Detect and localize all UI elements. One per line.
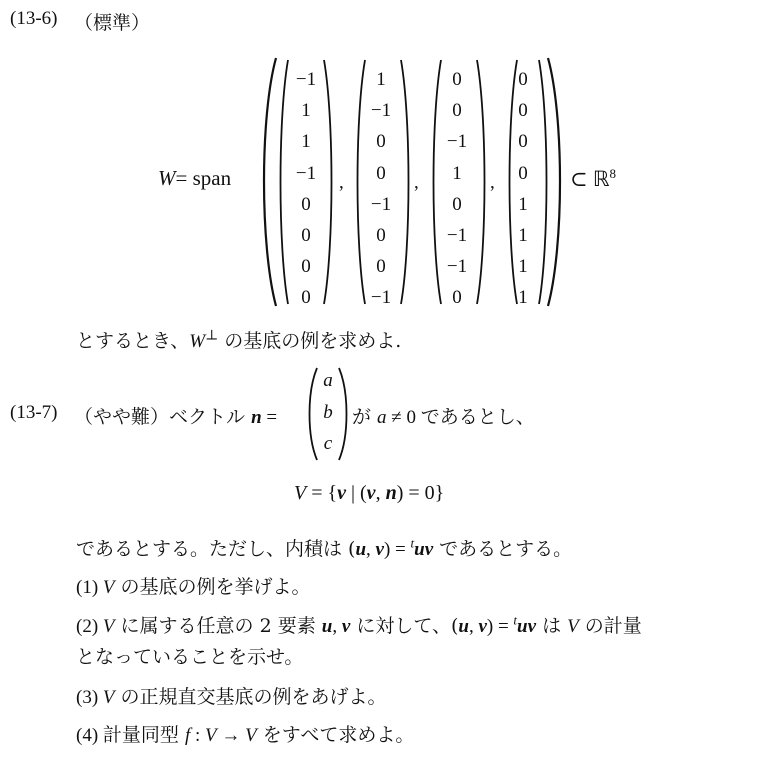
n-vector-symbol: n [251, 407, 262, 428]
vector-1-entry: 1 [301, 100, 311, 122]
u-vector-symbol: u [355, 539, 367, 560]
f-symbol: f [184, 725, 191, 746]
subquestion-4 [76, 720, 414, 747]
v-space-symbol: V [567, 616, 579, 637]
subquestion-text: の基底の例を挙げよ。 [114, 576, 311, 598]
comma: , [375, 482, 386, 504]
vector-2-entry: 0 [376, 131, 386, 153]
w-symbol: W [189, 331, 206, 352]
question-prefix: とするとき、 [76, 330, 190, 352]
v-vector-symbol: v [375, 539, 384, 560]
v-vector-symbol: v [366, 482, 376, 504]
equals-sign: ) = [486, 616, 514, 637]
vector-4-entry: 0 [518, 131, 528, 153]
vector-2-entry: 0 [376, 224, 386, 246]
vector-3-entry: 0 [452, 287, 462, 309]
v-space-symbol: V [102, 577, 115, 598]
arrow-symbol: → [216, 725, 246, 746]
subquestion-text: は [536, 615, 568, 637]
v-space-symbol: V [245, 725, 257, 746]
uv-product: uv [414, 539, 434, 560]
subquestion-3 [76, 682, 387, 709]
subquestion-text: をすべて求めよ。 [256, 724, 415, 746]
n-entry-b: b [323, 402, 333, 423]
w-symbol: W [158, 166, 176, 190]
vector-2-entry: −1 [370, 193, 392, 215]
subquestion-2-line-2: となっていることを示せ。 [76, 646, 304, 668]
not-equal-zero: ≠ 0 [386, 407, 421, 428]
problem-number-13-6: (13-6) [10, 8, 58, 29]
vector-2-entry: 1 [376, 69, 386, 90]
subset-symbol: ⊂ [570, 167, 588, 191]
n-vector-symbol: n [385, 482, 397, 504]
n-vector-left-paren [305, 366, 319, 462]
vector-2 [356, 64, 406, 314]
vector-1-entry: 0 [301, 256, 311, 278]
uv-product: uv [517, 616, 537, 637]
condition-prefix: が [352, 406, 378, 428]
subquestion-1 [76, 572, 311, 599]
vector-4-entry: 0 [518, 100, 528, 122]
transpose-symbol: t [513, 612, 518, 628]
n-entry-c: c [323, 433, 333, 454]
problem-number-13-7: (13-7) [10, 402, 58, 423]
vector-4-entry: 0 [518, 162, 528, 184]
vector-3-entry: 0 [452, 193, 462, 215]
vector-3-entry: 0 [452, 69, 462, 90]
vector-1-entry: 1 [301, 131, 311, 153]
equals-span: = span [175, 166, 232, 190]
condition-text [352, 402, 535, 429]
vector-4-entry: 0 [518, 69, 528, 90]
colon: : [190, 725, 206, 746]
vector-4-entry: 1 [518, 287, 528, 309]
span-expression [158, 166, 231, 191]
dimension-exponent: 8 [609, 166, 616, 181]
subquestion-number: (3) [76, 687, 103, 708]
subquestion-number: (4) [76, 725, 103, 746]
vector-4-entry: 1 [518, 224, 528, 246]
subquestion-text: の正規直交基底の例をあげよ。 [114, 686, 387, 708]
subquestion-text: の計量 [578, 615, 642, 637]
v-vector-symbol: v [341, 616, 351, 637]
vector-3-entry: −1 [446, 131, 468, 153]
vector-2-entry: 0 [376, 256, 386, 278]
intro-text: ベクトル [169, 406, 252, 428]
vector-2-entry: −1 [370, 287, 392, 309]
vector-1-entry: 0 [301, 224, 311, 246]
set-definition [294, 482, 444, 505]
vector-1-entry: 0 [301, 193, 311, 215]
v-space-symbol: V [205, 725, 217, 746]
v-space-symbol: V [102, 687, 115, 708]
vector-1-entry: −1 [295, 162, 317, 184]
difficulty-label: （やや難） [74, 406, 170, 428]
v-vector-symbol: v [337, 482, 346, 504]
comma: , [332, 616, 342, 637]
vector-4-entry: 1 [518, 193, 528, 215]
vector-3-entry: −1 [446, 224, 468, 246]
a-symbol: a [377, 407, 387, 428]
subquestion-number: (1) [76, 577, 103, 598]
u-vector-symbol: u [321, 616, 333, 637]
inner-suffix: であるとする。 [433, 538, 573, 560]
transpose-symbol: t [410, 535, 415, 551]
difficulty-standard: （標準） [74, 12, 151, 34]
set-bar: | ( [346, 482, 367, 504]
u-vector-symbol: u [458, 616, 469, 637]
comma: , [468, 616, 479, 637]
v-space-symbol: V [102, 616, 115, 637]
reals-symbol: ℝ [592, 167, 610, 191]
vector-1-entry: −1 [295, 69, 317, 90]
perp-symbol: ⊥ [205, 327, 219, 344]
question-text: の基底の例を求めよ. [218, 330, 402, 352]
vector-1-entry: 0 [301, 287, 311, 309]
inner-product-definition [76, 534, 572, 561]
vector-4 [503, 64, 543, 314]
n-entry-a: a [323, 370, 333, 391]
vector-1 [281, 64, 331, 314]
subquestion-text: 計量同型 [102, 724, 185, 746]
vector-3-entry: 1 [452, 162, 462, 184]
inner-prefix: であるとする。ただし、内積は ( [76, 538, 356, 560]
equals-sign: ) = [383, 539, 411, 560]
difficulty-somewhat-hard [74, 402, 277, 429]
subquestion-2 [76, 611, 642, 638]
subquestion-number: (2) [76, 616, 103, 637]
vector-2-entry: 0 [376, 162, 386, 184]
subquestion-text: に属する任意の 2 要素 [114, 615, 322, 637]
vector-3-entry: 0 [452, 100, 462, 122]
n-vector-right-paren [337, 366, 351, 462]
v-space-symbol: V [294, 482, 307, 504]
v-vector-symbol: v [478, 616, 487, 637]
question-13-6 [76, 326, 401, 353]
condition-suffix: であるとし、 [420, 406, 535, 428]
vector-3 [432, 64, 482, 314]
vector-separator-comma: , [414, 172, 419, 193]
vector-separator-comma: , [490, 172, 495, 193]
set-open: = { [306, 482, 338, 504]
vector-3-entry: −1 [446, 256, 468, 278]
set-close: ) = 0} [396, 482, 445, 504]
comma: , [366, 539, 376, 560]
subquestion-text: に対して、( [350, 615, 459, 637]
vector-4-entry: 1 [518, 256, 528, 278]
equals-sign: = [261, 407, 278, 428]
vector-2-entry: −1 [370, 100, 392, 122]
vector-separator-comma: , [339, 172, 344, 193]
subset-r8 [570, 166, 616, 192]
